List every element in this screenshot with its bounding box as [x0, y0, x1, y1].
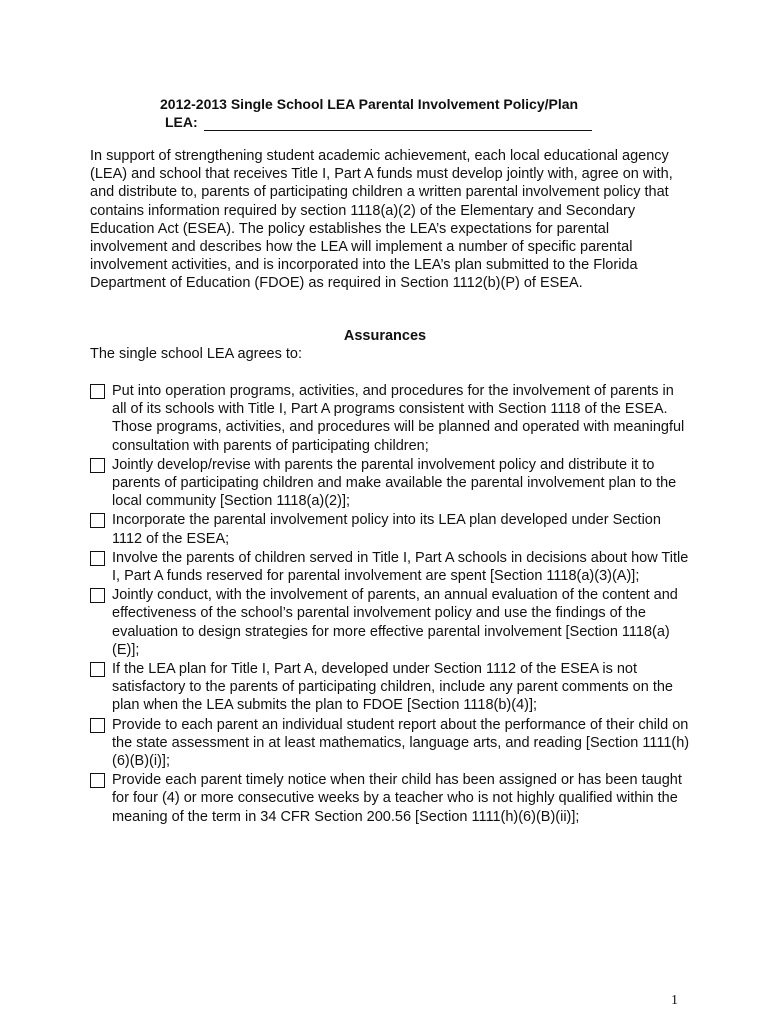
assurance-item [90, 586, 690, 659]
checkbox-icon[interactable] [90, 384, 105, 399]
lea-field [165, 113, 630, 131]
assurances-heading: Assurances [343, 328, 427, 344]
assurance-text: Provide each parent timely notice when their child has been assigned or has been taught for four (4) or more consecutive weeks by a teacher who is not highly qualified within the meaning of the term in 34 CFR Section 200.56 [Section 1111(h)(6)(B)(ii)]; [112, 772, 682, 825]
assurance-text: Jointly develop/revise with parents the parental involvement policy and distribute it to parents of participating children and make available the parental involvement plan to the local community [Section 1118(a)(2)]; [112, 456, 677, 510]
assurance-item [90, 660, 690, 715]
document-title: 2012-2013 Single School LEA Parental Involvement Policy/Plan [160, 96, 579, 112]
checkbox-icon[interactable] [90, 513, 105, 528]
assurance-text: Involve the parents of children served in Title I, Part A schools in decisions about how Title I, Part A funds reserved for parental involvement are spent [Section 1118(a)(3)(A)]; [112, 549, 689, 585]
assurance-item [90, 511, 690, 547]
assurance-list [90, 382, 690, 827]
lea-label: LEA: [165, 114, 198, 130]
assurance-text: Incorporate the parental involvement policy into its LEA plan developed under Section 1112 of the ESEA; [112, 512, 661, 547]
assurance-item [90, 771, 690, 826]
assurance-text: Put into operation programs, activities, and procedures for the involvement of parents in all of its schools with Title I, Part A programs consistent with Section 1118 of the ESEA. Those programs, activities, and procedures will be planned and operated with meaningful consultation with parents of participating children; [112, 383, 685, 454]
checkbox-icon[interactable] [90, 718, 105, 733]
checkbox-icon[interactable] [90, 773, 105, 788]
assurance-item [90, 549, 690, 585]
assurance-item [90, 456, 690, 511]
checkbox-icon[interactable] [90, 662, 105, 677]
assurance-item [90, 382, 690, 455]
assurance-text: Jointly conduct, with the involvement of parents, an annual evaluation of the content and effectiveness of the school’s parental involvement policy and use the findings of the evaluation to design strategies for more effective parental involvement [Section 1118(a)(E)]; [112, 587, 678, 658]
lea-blank-line[interactable] [204, 116, 592, 131]
checkbox-icon[interactable] [90, 588, 105, 603]
checkbox-icon[interactable] [90, 458, 105, 473]
assurance-text: If the LEA plan for Title I, Part A, developed under Section 1112 of the ESEA is not satisfactory to the parents of participating children, include any parent comments on the plan when the LEA submits the plan to FDOE [Section 1118(b)(4)]; [112, 661, 673, 714]
agrees-text: The single school LEA agrees to: [90, 346, 302, 362]
intro-paragraph: In support of strengthening student academic achievement, each local educational agency (LEA) and school that receives Title I, Part A funds must develop jointly with, agree on with, and distribute to, parents of participating children a written parental involvement policy that contains information required by section 1118(a)(2) of the Elementary and Secondary Education Act (ESEA). The policy establishes the LEA’s expectations for parental involvement and describes how the LEA will implement a number of specific parental involvement activities, and is incorporated into the LEA’s plan submitted to the Florida Department of Education (FDOE) as required in Section 1112(b)(P) of ESEA. [90, 148, 673, 292]
page-number: 1 [671, 993, 678, 1008]
checkbox-icon[interactable] [90, 551, 105, 566]
title-block [160, 95, 630, 131]
assurance-text: Provide to each parent an individual student report about the performance of their child on the state assessment in at least mathematics, language arts, and reading [Section 1111(h)(6)(B)(i)]; [112, 716, 690, 770]
assurance-item [90, 716, 690, 771]
